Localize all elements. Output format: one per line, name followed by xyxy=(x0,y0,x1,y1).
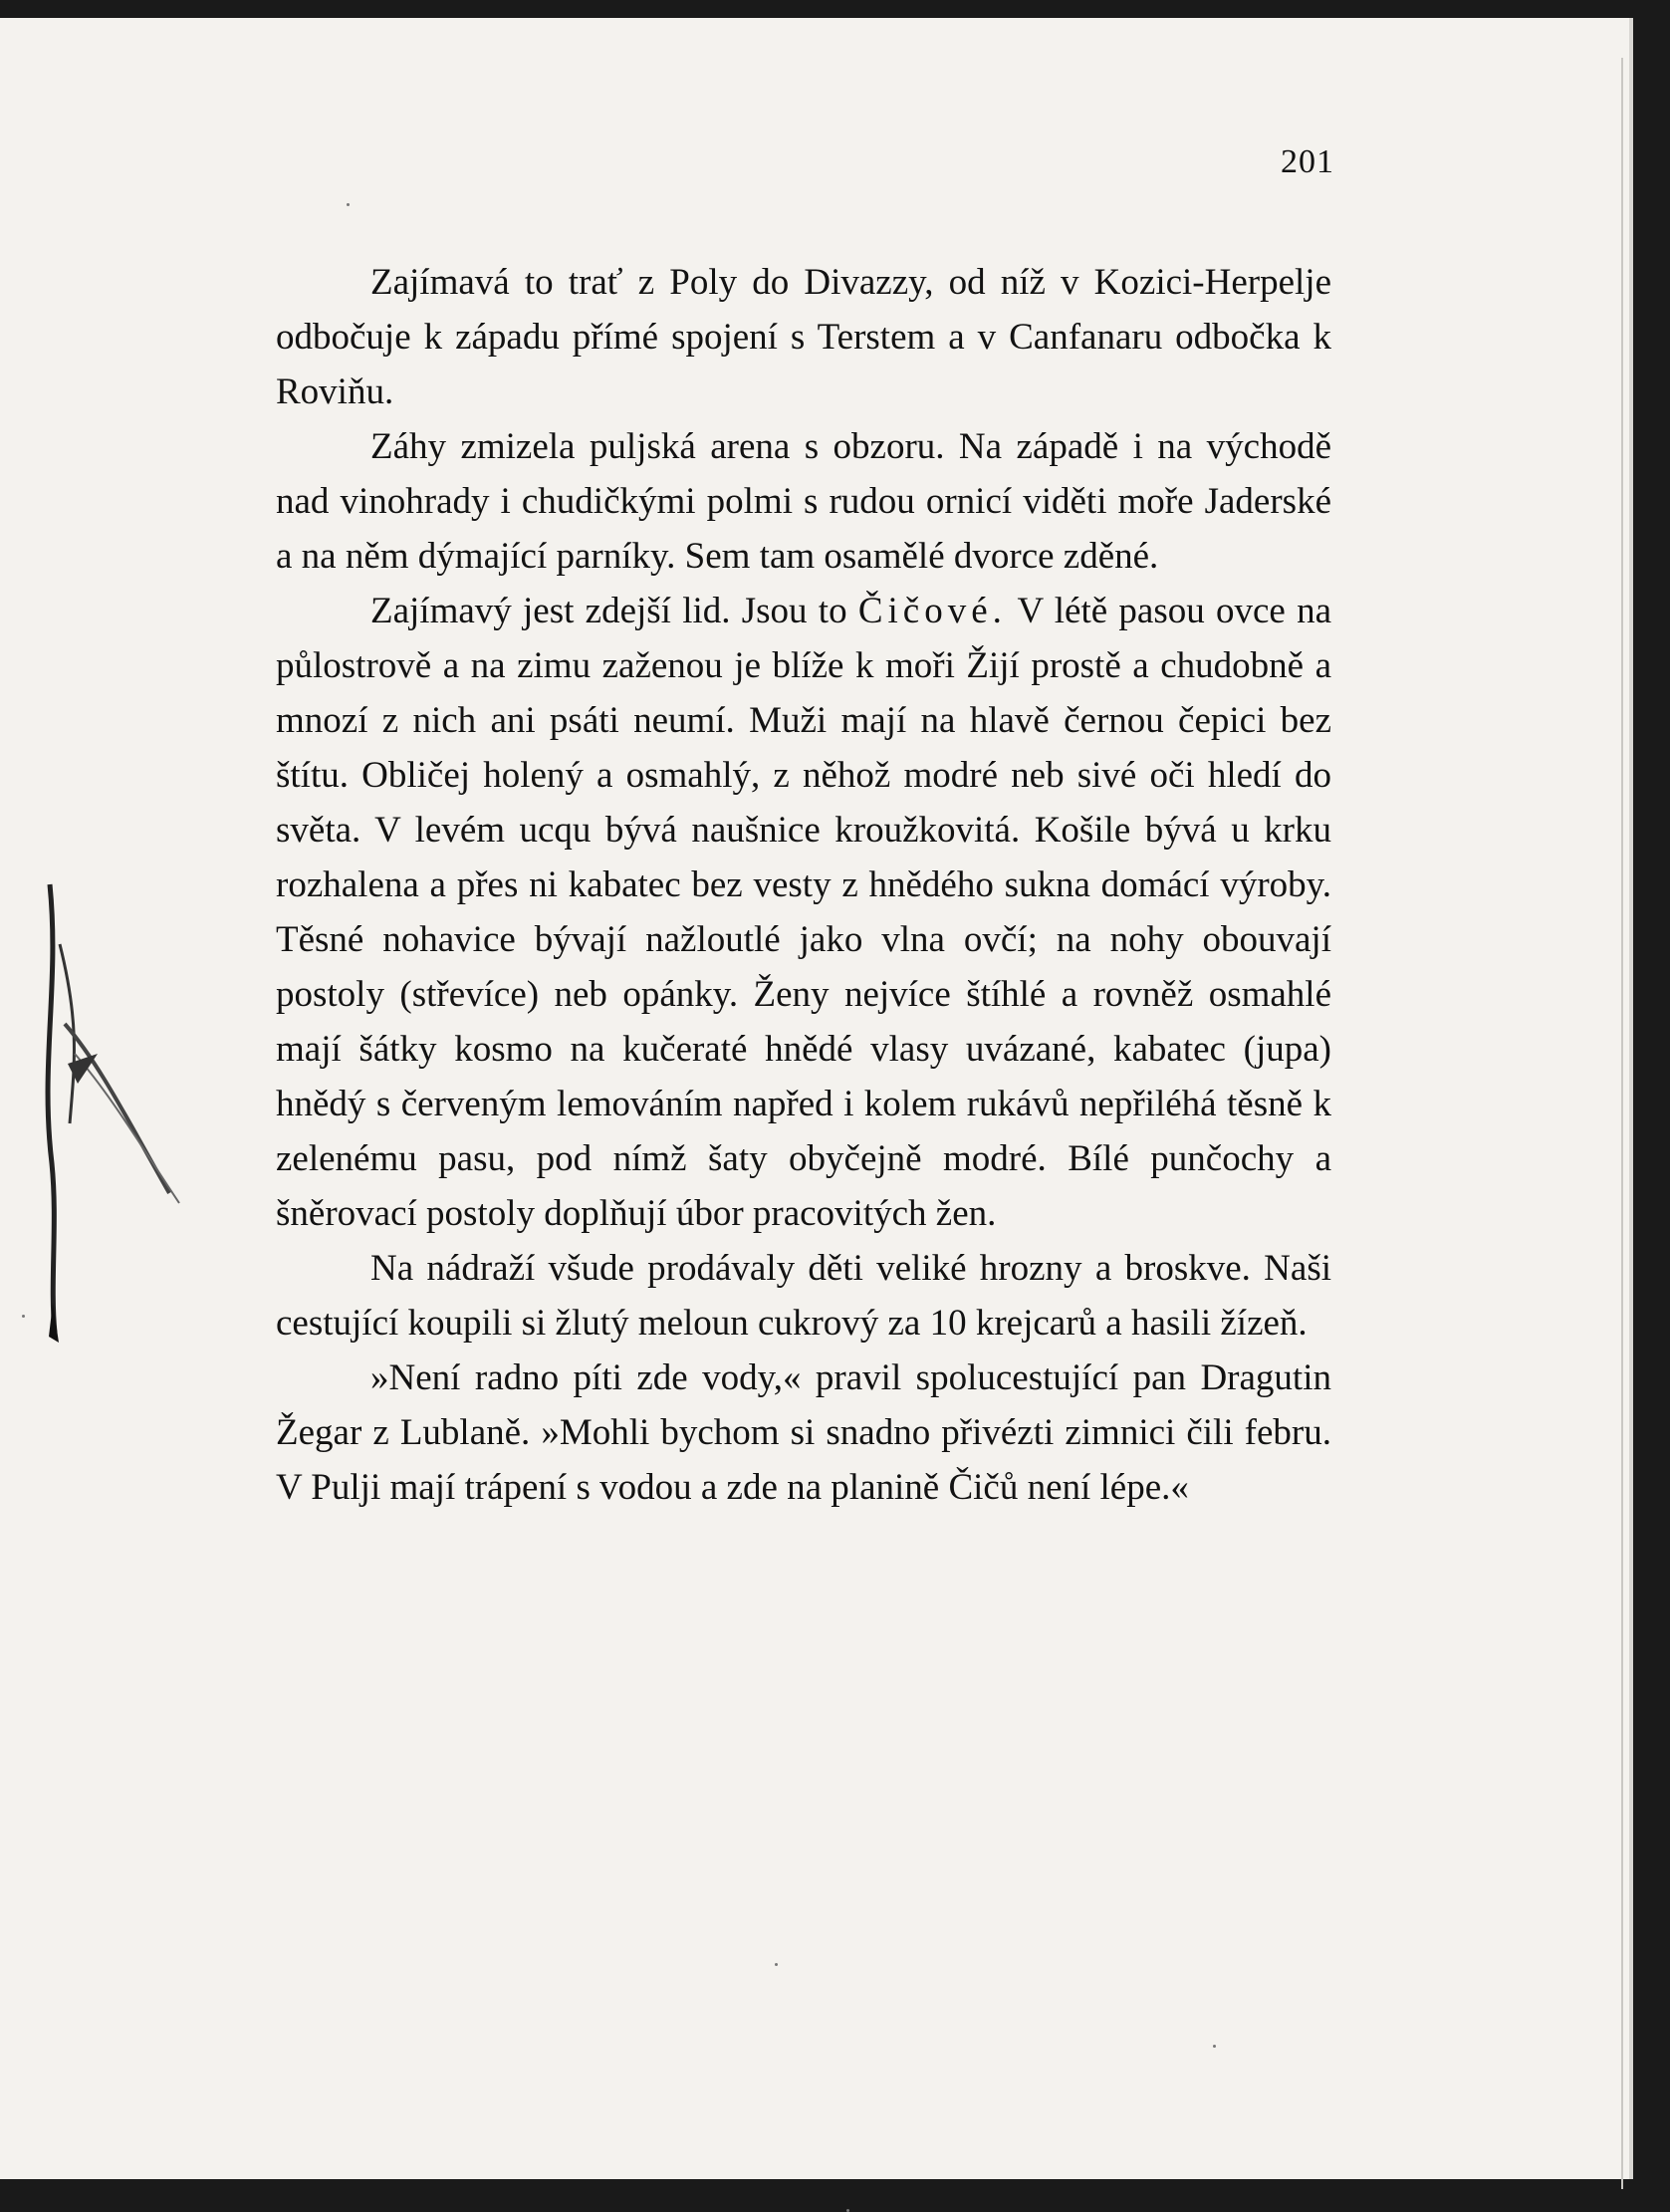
paragraph-3-rest: V létě pasou ovce na půlostrově a na zimu zaženou je blíže k moři Žijí prostě a chudobně a mnozí z nich ani psáti neumí. Muži mají na hlavě černou čepici bez štítu. Obličej holený a osmahlý, z něhož modré neb sivé oči hledí do světa. V levém ucqu bývá naušnice kroužkovitá. Košile bývá u krku rozhalena a přes ni kabatec bez vesty z hnědého sukna domácí výroby. Těsné nohavice bývají nažloutlé jako vlna ovčí; na nohy obouvají postoly (střevíce) neb opánky. Ženy nejvíce štíhlé a rovněž osmahlé mají šátky kosmo na kučeraté hnědé vlasy uvázané, kabatec (jupa) hnědý s červeným lemováním napřed i kolem rukávů nepřiléhá těsně k zelenému pasu, pod nímž šaty obyčejně modré. Bílé punčochy a šněrovací postoly doplňují úbor pracovitých žen. xyxy=(276,591,1331,1234)
book-page xyxy=(0,18,1633,2179)
page-number: 201 xyxy=(1281,143,1334,180)
paragraph-3 xyxy=(276,584,1331,1241)
paragraph-3-start: Zajímavý jest zdejší lid. Jsou to xyxy=(370,591,858,631)
emphasized-name: Čičové. xyxy=(857,591,1007,631)
speck-1 xyxy=(347,203,350,206)
speck-3 xyxy=(1213,2045,1216,2048)
paragraph-2: Záhy zmizela puljská arena s obzoru. Na západě i na východě nad vinohrady i chudičkými polmi s rudou ornicí viděti moře Jaderské a na něm dýmající parníky. Sem tam osamělé dvorce zděné. xyxy=(276,426,1331,577)
speck-5 xyxy=(22,1315,25,1318)
paragraph-1: Zajímavá to trať z Poly do Divazzy, od níž v Kozici-Herpelje odbočuje k západu přímé spojení s Terstem a v Canfanaru odbočka k Roviňu. xyxy=(276,262,1331,412)
page-edge-line xyxy=(1621,58,1623,2189)
paragraph-4: Na nádraží všude prodávaly děti veliké hrozny a broskve. Naši cestující koupili si žlutý meloun cukrový za 10 krejcarů a hasili žízeň. xyxy=(276,1248,1331,1344)
margin-doodle xyxy=(20,864,189,1362)
speck-2 xyxy=(775,1963,778,1966)
body-text xyxy=(276,255,1331,1515)
paragraph-5: »Není radno píti zde vody,« pravil spolucestující pan Dragutin Žegar z Lublaně. »Mohli bychom si snadno přivézti zimnici čili febru. V Pulji mají trápení s vodou a zde na planině Čičů není lépe.« xyxy=(276,1357,1331,1508)
